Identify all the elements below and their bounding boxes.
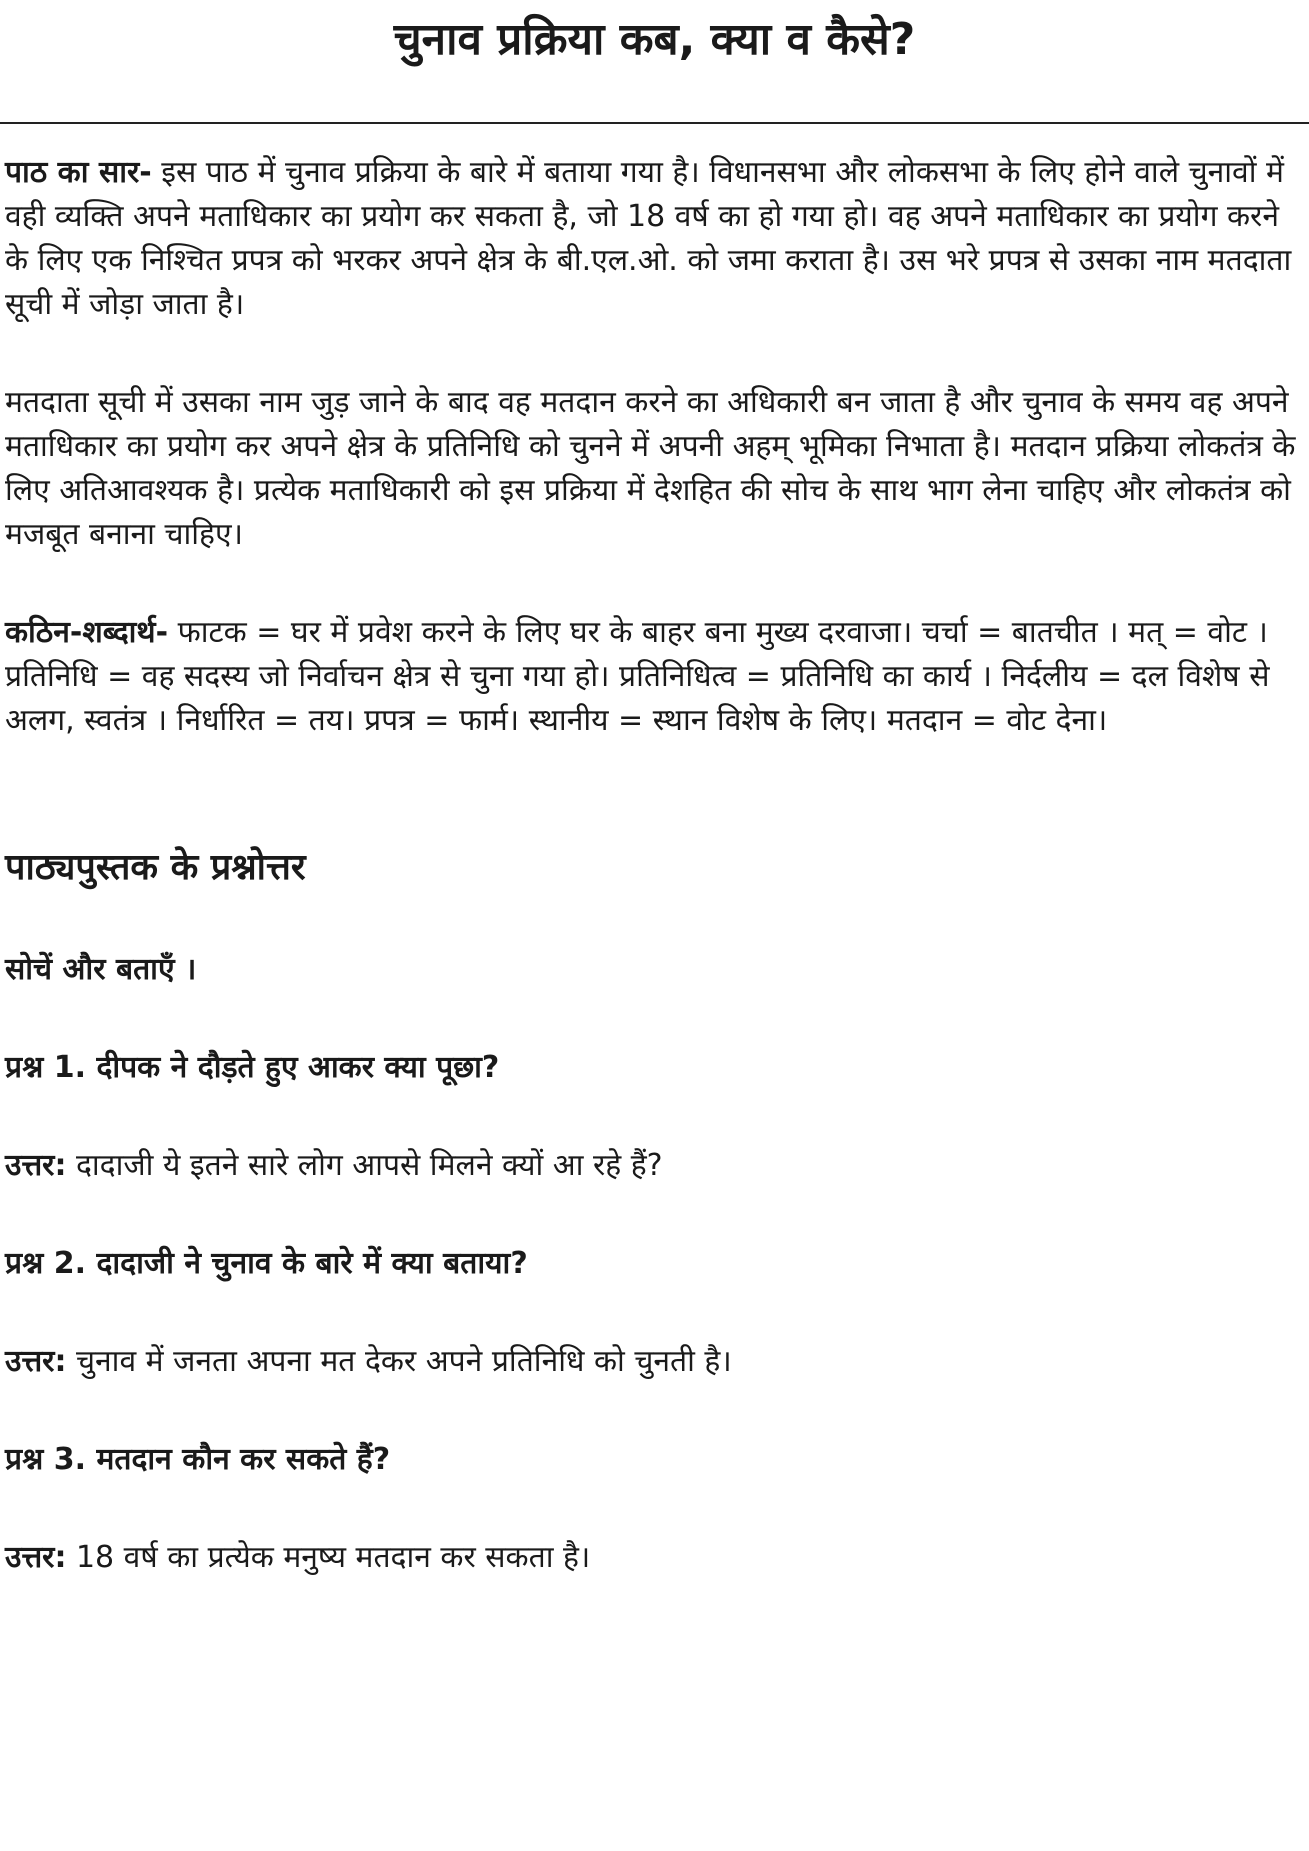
glossary-paragraph: [5, 611, 1300, 743]
page-title: चुनाव प्रक्रिया कब, क्या व कैसे?: [393, 14, 916, 65]
answer-text: दादाजी ये इतने सारे लोग आपसे मिलने क्यों आ रहे हैं?: [66, 1148, 663, 1183]
summary-paragraph: [5, 151, 1300, 327]
glossary-text: फाटक = घर में प्रवेश करने के लिए घर के बाहर बना मुख्य दरवाजा। चर्चा = बातचीत । मत् = वोट । प्रतिनिधि = वह सदस्य जो निर्वाचन क्षेत्र से चुना गया हो। प्रतिनिधित्व = प्रतिनिधि का कार्य । निर्दलीय = दल विशेष से अलग, स्वतंत्र । निर्धारित = तय। प्रपत्र = फार्म। स्थानीय = स्थान विशेष के लिए। मतदान = वोट देना।: [5, 615, 1270, 738]
question-1: प्रश्न 1. दीपक ने दौड़ते हुए आकर क्या पूछा?: [5, 1050, 500, 1085]
answer-2: [5, 1340, 732, 1384]
glossary-label: कठिन-शब्दार्थ-: [5, 615, 169, 650]
summary-paragraph-2: मतदाता सूची में उसका नाम जुड़ जाने के बाद वह मतदान करने का अधिकारी बन जाता है और चुनाव के समय वह अपने मताधिकार का प्रयोग कर अपने क्षेत्र के प्रतिनिधि को चुनने में अपनी अहम् भूमिका निभाता है। मतदान प्रक्रिया लोकतंत्र के लिए अतिआवश्यक है। प्रत्येक मताधिकारी को इस प्रक्रिया में देशहित की सोच के साथ भाग लेना चाहिए और लोकतंत्र को मजबूत बनाना चाहिए।: [5, 385, 1296, 552]
answer-text: 18 वर्ष का प्रत्येक मनुष्य मतदान कर सकता है।: [66, 1540, 591, 1575]
answer-text: चुनाव में जनता अपना मत देकर अपने प्रतिनिधि को चुनती है।: [66, 1344, 732, 1379]
summary-label: पाठ का सार-: [5, 155, 152, 190]
question-3: प्रश्न 3. मतदान कौन कर सकते हैं?: [5, 1442, 391, 1477]
title-divider: [0, 122, 1309, 124]
answer-3: [5, 1536, 590, 1580]
answer-1: [5, 1144, 663, 1188]
answer-label: उत्तर:: [5, 1148, 67, 1183]
answer-label: उत्तर:: [5, 1344, 67, 1379]
section-heading: पाठ्यपुस्तक के प्रश्नोत्तर: [5, 847, 306, 888]
question-2: प्रश्न 2. दादाजी ने चुनाव के बारे में क्या बताया?: [5, 1246, 528, 1281]
summary-text: इस पाठ में चुनाव प्रक्रिया के बारे में बताया गया है। विधानसभा और लोकसभा के लिए होने वाले चुनावों में वही व्यक्ति अपने मताधिकार का प्रयोग कर सकता है, जो 18 वर्ष का हो गया हो। वह अपने मताधिकार का प्रयोग करने के लिए एक निश्चित प्रपत्र को भरकर अपने क्षेत्र के बी.एल.ओ. को जमा कराता है। उस भरे प्रपत्र से उसका नाम मतदाता सूची में जोड़ा जाता है।: [5, 155, 1292, 322]
sub-heading: सोचें और बताएँ ।: [5, 952, 197, 987]
answer-label: उत्तर:: [5, 1540, 67, 1575]
